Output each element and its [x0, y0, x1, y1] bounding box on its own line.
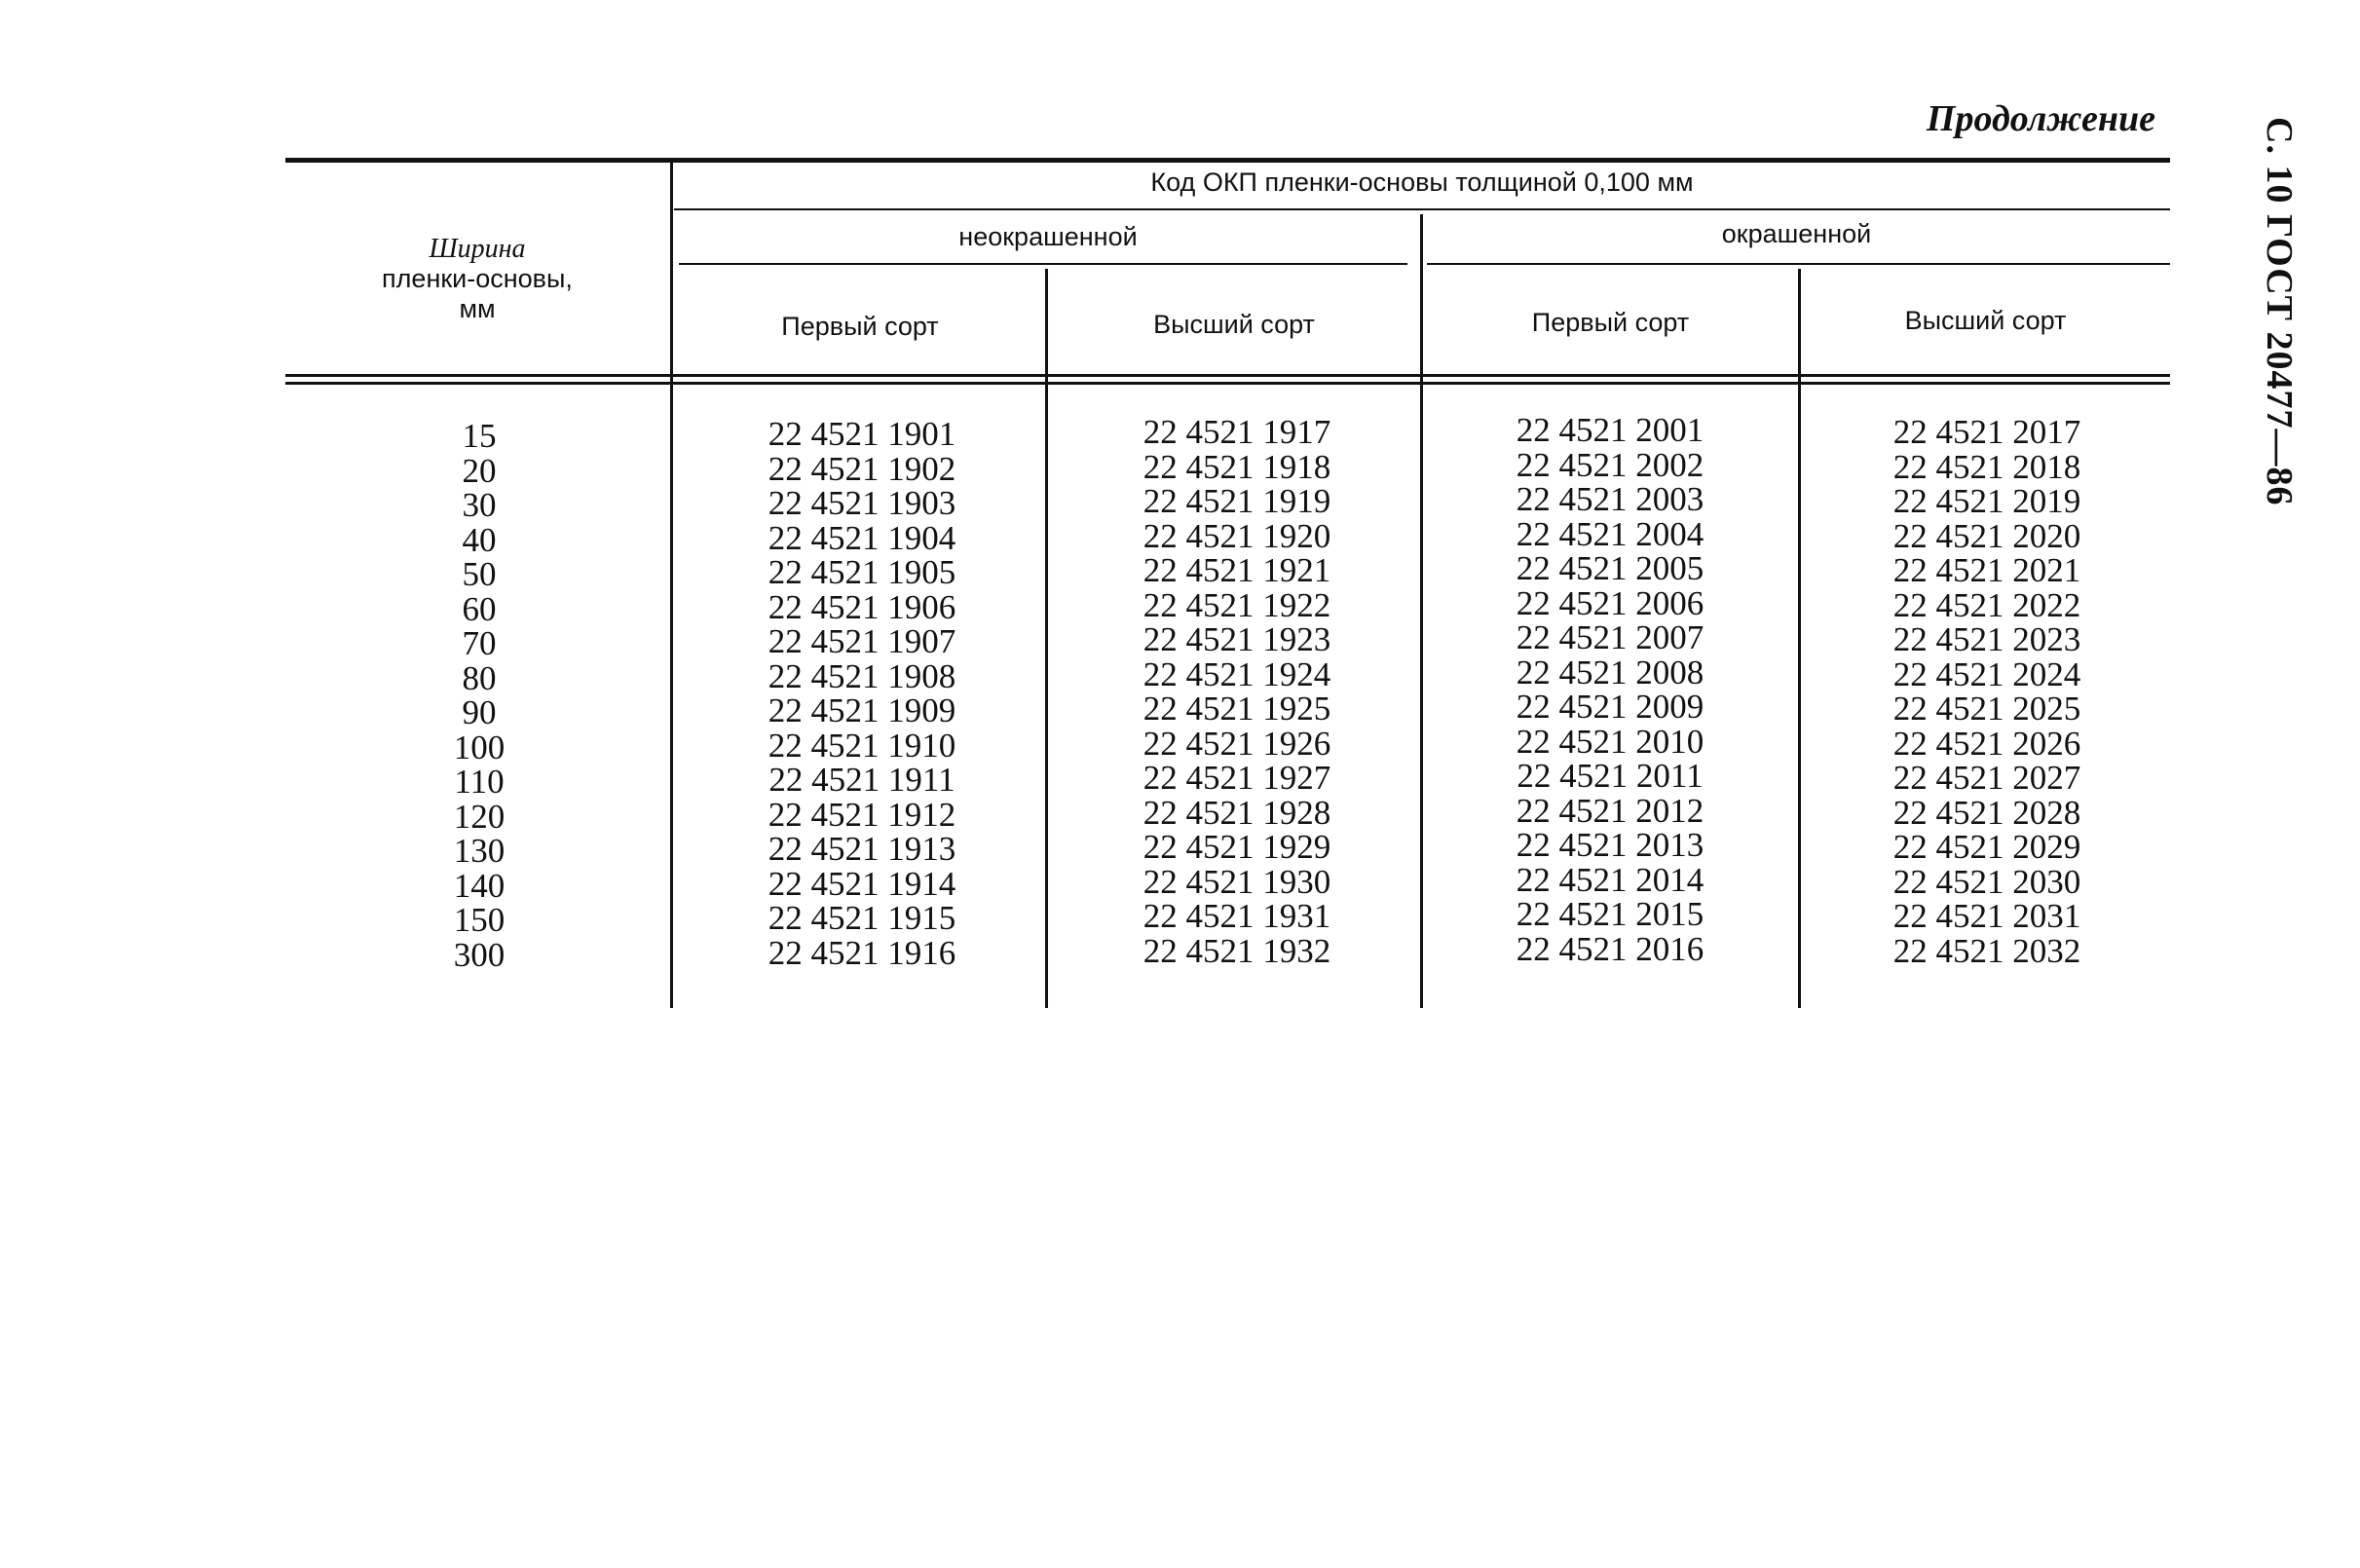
table-cell: 15: [462, 417, 497, 455]
table-cell: 22 4521 1909: [768, 691, 956, 729]
table-cell: 22 4521 2027: [1892, 759, 2081, 797]
unpainted-first-grade-codes: [701, 417, 1023, 970]
unpainted-highest-grade-codes: [1076, 415, 1398, 968]
table-cell: 30: [462, 486, 497, 524]
table-cell: 22 4521 1930: [1143, 862, 1331, 901]
table-cell: 22 4521 2015: [1516, 895, 1704, 933]
table-cell: 22 4521 1929: [1143, 828, 1331, 866]
table-cell: 300: [453, 935, 506, 974]
continuation-label: Продолжение: [1926, 98, 2155, 139]
table-cell: 22 4521 2026: [1892, 724, 2081, 763]
table-cell: 22 4521 2024: [1892, 654, 2081, 693]
code-okp-header: Код ОКП пленки-основы толщиной 0,100 мм: [1150, 168, 1694, 197]
table-cell: 90: [462, 693, 497, 731]
table-cell: 150: [453, 901, 506, 939]
table-cell: 22 4521 1910: [768, 726, 956, 765]
table-cell: 22 4521 2030: [1892, 862, 2081, 901]
grade-header-unpainted-highest: Высший сорт: [1153, 310, 1315, 339]
table-cell: 20: [462, 451, 497, 490]
table-cell: 22 4521 2012: [1516, 791, 1704, 830]
table-cell: 22 4521 2020: [1892, 516, 2081, 555]
table-cell: 22 4521 2018: [1892, 447, 2081, 486]
width-header-line3: мм: [459, 294, 496, 323]
table-cell: 100: [453, 728, 506, 766]
table-cell: 22 4521 2007: [1516, 618, 1704, 656]
table-cell: 22 4521 1919: [1143, 482, 1331, 520]
table-cell: 22 4521 1923: [1143, 620, 1331, 658]
table-cell: 22 4521 1925: [1143, 690, 1331, 728]
table-cell: 22 4521 2025: [1892, 690, 2081, 728]
table-cell: 22 4521 1912: [768, 795, 956, 834]
width-values-column: [382, 419, 577, 972]
table-cell: 22 4521 2031: [1892, 897, 2081, 935]
table-cell: 22 4521 2022: [1892, 585, 2081, 624]
table-cell: 22 4521 1932: [1143, 931, 1331, 970]
table-cell: 22 4521 1908: [768, 656, 956, 695]
unpainted-group-underline: [679, 263, 1407, 265]
column-divider-1: [670, 163, 673, 1008]
table-cell: 80: [462, 658, 497, 697]
table-cell: 22 4521 2028: [1892, 793, 2081, 832]
table-cell: 120: [453, 797, 506, 836]
painted-group-underline: [1427, 263, 2170, 265]
table-cell: 22 4521 2008: [1516, 653, 1704, 691]
painted-highest-grade-codes: [1826, 415, 2148, 968]
table-cell: 22 4521 2002: [1516, 445, 1704, 484]
group-header-painted: окрашенной: [1721, 219, 1872, 248]
table-cell: 22 4521 2003: [1516, 480, 1704, 518]
table-cell: 22 4521 1921: [1143, 551, 1331, 589]
table-cell: 22 4521 1907: [768, 622, 956, 660]
width-header-line2: пленки-основы,: [382, 264, 573, 293]
table-cell: 22 4521 2016: [1516, 929, 1704, 968]
table-top-rule: [285, 158, 2170, 163]
table-cell: 22 4521 1928: [1143, 793, 1331, 832]
table-cell: 22 4521 1918: [1143, 447, 1331, 486]
table-cell: 22 4521 1915: [768, 899, 956, 937]
table-cell: 22 4521 1902: [768, 449, 956, 488]
header-separator-rule-1: [285, 374, 2170, 377]
table-cell: 22 4521 1927: [1143, 759, 1331, 797]
table-cell: 22 4521 2005: [1516, 549, 1704, 587]
table-cell: 22 4521 1914: [768, 864, 956, 903]
page-number-standard-label: С. 10 ГОСТ 20477—86: [2259, 117, 2300, 506]
table-cell: 22 4521 2013: [1516, 826, 1704, 864]
table-cell: 22 4521 1905: [768, 553, 956, 591]
table-cell: 22 4521 1906: [768, 587, 956, 626]
table-cell: 22 4521 1901: [768, 415, 956, 453]
table-cell: 22 4521 1903: [768, 484, 956, 522]
table-cell: 22 4521 2023: [1892, 620, 2081, 658]
code-header-underline: [674, 208, 2170, 210]
width-header-line1: Ширина: [429, 234, 526, 264]
table-cell: 50: [462, 555, 497, 593]
table-cell: 22 4521 2021: [1892, 551, 2081, 589]
table-cell: 22 4521 1904: [768, 518, 956, 557]
table-cell: 130: [453, 832, 506, 870]
group-header-unpainted: неокрашенной: [958, 222, 1138, 251]
grade-header-painted-first: Первый сорт: [1531, 308, 1690, 337]
table-cell: 22 4521 2032: [1892, 931, 2081, 970]
table-cell: 22 4521 1913: [768, 830, 956, 868]
table-cell: 22 4521 2004: [1516, 514, 1704, 553]
table-cell: 60: [462, 589, 497, 628]
column-divider-2: [1045, 269, 1048, 1008]
table-cell: 70: [462, 624, 497, 662]
table-cell: 140: [453, 866, 506, 905]
table-cell: 22 4521 2014: [1516, 860, 1704, 899]
table-cell: 22 4521 2011: [1517, 757, 1704, 795]
table-cell: 22 4521 2001: [1516, 411, 1704, 449]
table-cell: 22 4521 2029: [1892, 828, 2081, 866]
table-cell: 110: [454, 763, 505, 801]
table-cell: 22 4521 1911: [768, 761, 955, 799]
painted-first-grade-codes: [1449, 413, 1771, 966]
header-separator-rule-2: [285, 382, 2170, 385]
table-cell: 22 4521 1931: [1143, 897, 1331, 935]
table-cell: 22 4521 1926: [1143, 724, 1331, 763]
table-cell: 22 4521 1920: [1143, 516, 1331, 555]
table-cell: 22 4521 1917: [1143, 413, 1331, 451]
table-cell: 22 4521 2009: [1516, 688, 1704, 726]
grade-header-painted-highest: Высший сорт: [1904, 306, 2067, 335]
table-cell: 40: [462, 520, 497, 559]
width-column-header: [292, 234, 662, 324]
column-divider-4: [1798, 269, 1801, 1008]
grade-header-unpainted-first: Первый сорт: [781, 312, 939, 341]
table-cell: 22 4521 1916: [768, 933, 956, 972]
table-cell: 22 4521 2017: [1892, 413, 2081, 451]
table-cell: 22 4521 2006: [1516, 583, 1704, 622]
table-cell: 22 4521 1922: [1143, 585, 1331, 624]
table-cell: 22 4521 1924: [1143, 654, 1331, 693]
table-cell: 22 4521 2010: [1516, 722, 1704, 761]
table-cell: 22 4521 2019: [1892, 482, 2081, 520]
